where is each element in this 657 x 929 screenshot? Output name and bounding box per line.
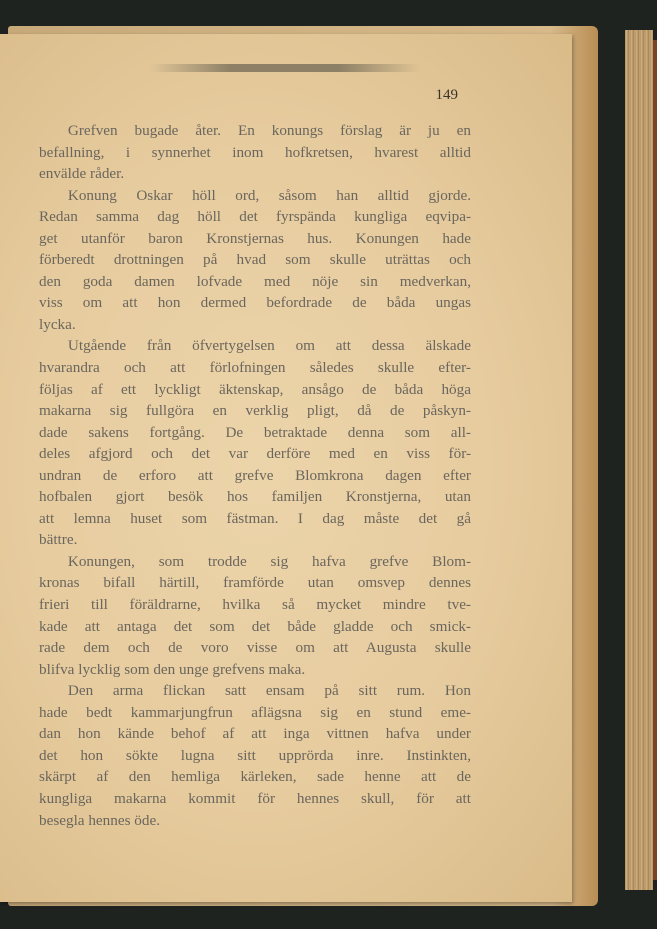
text-line: besegla hennes öde. bbox=[39, 811, 161, 829]
text-line: lycka. bbox=[39, 315, 76, 333]
text-line: följas af ett lyckligt äktenskap, ansågo de båda höga bbox=[39, 380, 471, 398]
text-line: hvarandra och att förlofningen således skulle efter- bbox=[39, 359, 471, 377]
book-page bbox=[0, 34, 572, 902]
text-line: Grefven bugade åter. En konungs förslag är ju en bbox=[67, 122, 471, 139]
text-line: Konungen, som trodde sig hafva grefve Blom- bbox=[67, 552, 471, 570]
text-line: hofbalen gjort besök hos familjen Kronstjerna, utan bbox=[39, 488, 471, 506]
text-line: Redan samma dag höll det fyrspända kungliga eqvipa- bbox=[39, 208, 471, 226]
text-line: viss om att hon dermed befordrade de båda ungas bbox=[39, 294, 471, 312]
text-line: förberedt drottningen på hvad som skulle uträttas och bbox=[39, 251, 471, 269]
text-line: Den arma flickan satt ensam på sitt rum. Hon bbox=[67, 682, 471, 700]
text-line: Konung Oskar höll ord, såsom han alltid gjorde. bbox=[67, 186, 471, 204]
text-line: bättre. bbox=[39, 531, 78, 549]
text-line: befallning, i synnerhet inom hofkretsen, hvarest alltid bbox=[39, 143, 471, 161]
book-cover-edge bbox=[653, 40, 657, 880]
text-line: det hon sökte lugna sitt upprörda inre. Instinkten, bbox=[39, 746, 471, 764]
text-line: get utanför baron Kronstjernas hus. Konungen hade bbox=[39, 229, 471, 247]
text-line: deles afgjord och det var derföre med en viss för- bbox=[39, 445, 471, 463]
text-line: envälde råder. bbox=[39, 165, 125, 183]
text-line: kade att antaga det som det både gladde och smick- bbox=[39, 617, 471, 635]
page-edges bbox=[625, 30, 653, 890]
text-line: blifva lycklig som den unge grefvens maka. bbox=[39, 660, 306, 678]
page-number: 149 bbox=[435, 87, 458, 103]
text-line: Utgående från öfvertygelsen om att dessa älskade bbox=[67, 337, 471, 355]
text-line: undran de erforo att grefve Blomkrona dagen efter bbox=[39, 466, 471, 484]
text-line: makarna sig fullgöra en verklig pligt, då de påskyn- bbox=[39, 402, 471, 420]
text-line: skärpt af den hemliga kärleken, sade henne att de bbox=[39, 768, 471, 786]
text-line: den goda damen lofvade med nöje sin medverkan, bbox=[39, 272, 471, 290]
text-line: kronas bifall härtill, framförde utan omsvep dennes bbox=[39, 574, 471, 592]
text-line: dade sakens fortgång. De betraktade denna som all- bbox=[39, 423, 471, 441]
text-line: dan hon kände behof af att inga vittnen hafva under bbox=[39, 725, 471, 743]
page-top-shadow bbox=[150, 64, 420, 72]
text-line: frieri till föräldrarne, hvilka så mycket mindre tve- bbox=[39, 596, 471, 614]
text-line: rade dem och de voro visse om att Augusta skulle bbox=[39, 639, 471, 657]
text-line: kungliga makarna kommit för hennes skull, för att bbox=[39, 789, 471, 807]
text-line: hade bedt kammarjungfrun aflägsna sig en stund eme- bbox=[39, 703, 471, 721]
text-line: att lemna huset som fästman. I dag måste det gå bbox=[39, 509, 471, 527]
body-text bbox=[39, 120, 471, 831]
